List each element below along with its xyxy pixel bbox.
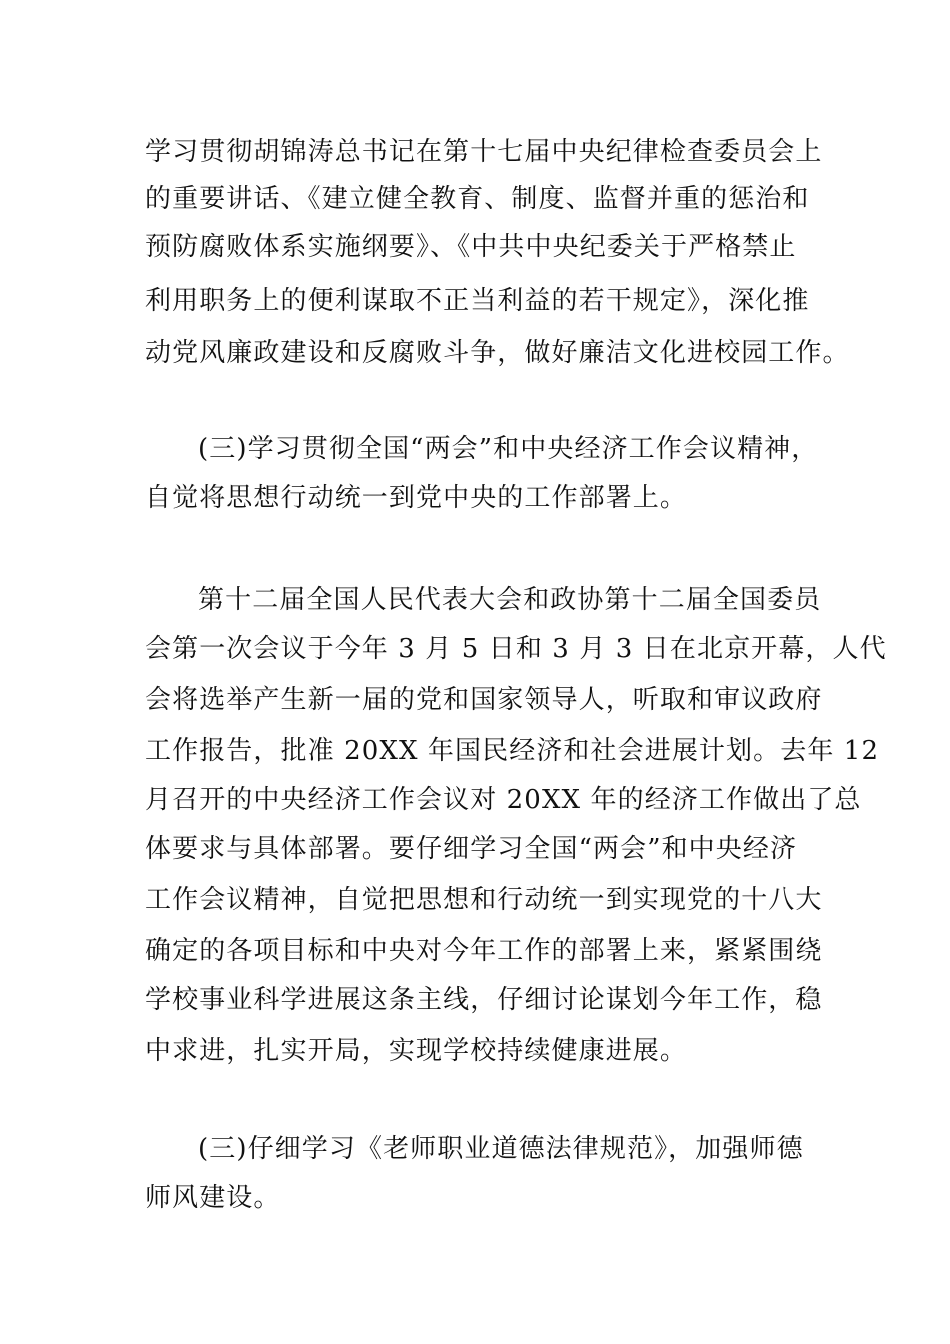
paragraph-4-line-1: (三)仔细学习《老师职业道德法律规范》，加强师德 [198, 1134, 804, 1164]
paragraph-3-line-6: 体要求与具体部署。要仔细学习全国“两会”和中央经济 [145, 834, 798, 864]
paragraph-3-line-10: 中求进，扎实开局，实现学校持续健康进展。 [145, 1036, 688, 1066]
paragraph-4-line-2: 师风建设。 [145, 1183, 281, 1213]
paragraph-1-line-5: 动党风廉政建设和反腐败斗争，做好廉洁文化进校园工作。 [145, 338, 850, 368]
paragraph-1-line-1: 学习贯彻胡锦涛总书记在第十七届中央纪律检查委员会上 [145, 137, 823, 167]
paragraph-1-line-2: 的重要讲话、《建立健全教育、制度、监督并重的惩治和 [145, 184, 810, 214]
paragraph-2-line-2: 自觉将思想行动统一到党中央的工作部署上。 [145, 483, 688, 513]
paragraph-3-line-5: 月召开的中央经济工作会议对 20XX 年的经济工作做出了总 [145, 785, 862, 815]
paragraph-3-line-8: 确定的各项目标和中央对今年工作的部署上来，紧紧围绕 [145, 936, 823, 966]
paragraph-3-line-2: 会第一次会议于今年 3 月 5 日和 3 月 3 日在北京开幕，人代 [145, 634, 887, 664]
paragraph-3-line-1: 第十二届全国人民代表大会和政协第十二届全国委员 [198, 585, 822, 615]
paragraph-3-line-7: 工作会议精神，自觉把思想和行动统一到实现党的十八大 [145, 885, 823, 915]
paragraph-1-line-3: 预防腐败体系实施纲要》、《中共中央纪委关于严格禁止 [145, 232, 797, 262]
paragraph-2-line-1: (三)学习贯彻全国“两会”和中央经济工作会议精神， [198, 434, 819, 464]
paragraph-3-line-9: 学校事业科学进展这条主线，仔细讨论谋划今年工作，稳 [145, 985, 823, 1015]
paragraph-1-line-4: 利用职务上的便利谋取不正当利益的若干规定》，深化推 [145, 286, 810, 316]
paragraph-3-line-3: 会将选举产生新一届的党和国家领导人，听取和审议政府 [145, 685, 823, 715]
paragraph-3-line-4: 工作报告，批准 20XX 年国民经济和社会进展计划。去年 12 [145, 736, 880, 766]
